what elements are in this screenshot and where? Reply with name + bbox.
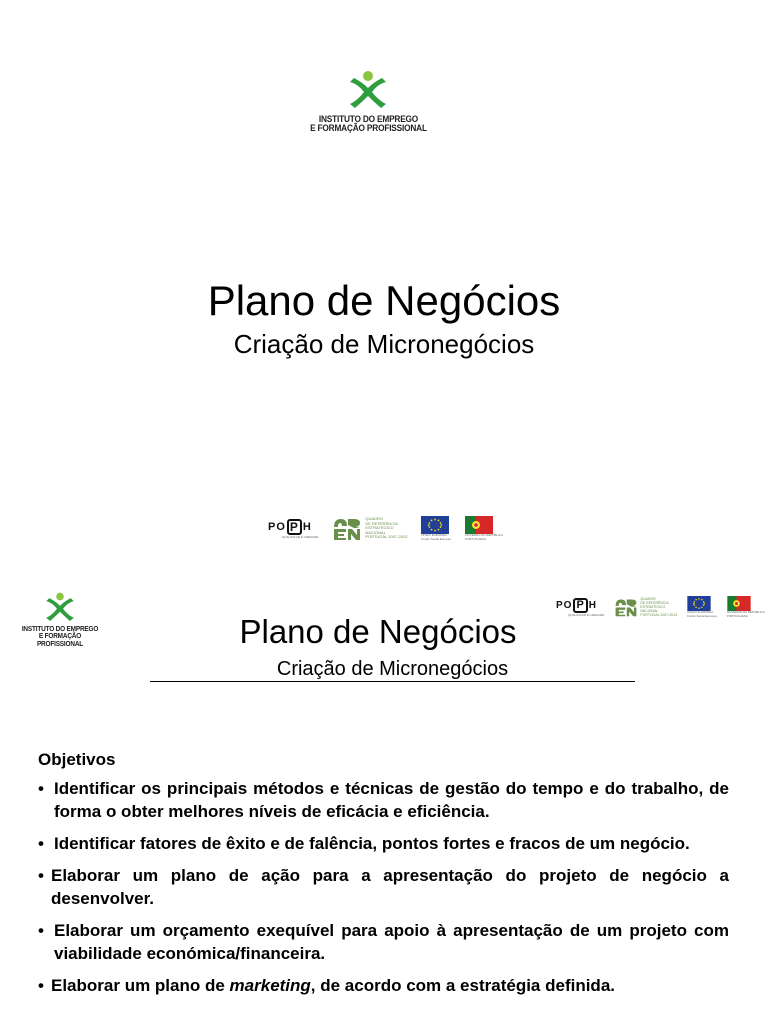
qren-text-line: QUADRO bbox=[640, 597, 656, 602]
iefp-logo bbox=[300, 70, 436, 134]
eu-flag-block bbox=[421, 516, 451, 541]
poph-box: P bbox=[287, 519, 302, 535]
poph-left: PO bbox=[556, 599, 573, 611]
bullet: • bbox=[38, 976, 44, 995]
qren-text-line: PORTUGAL 2007-2013 bbox=[640, 613, 678, 618]
list-item bbox=[38, 974, 729, 997]
objective-text: Elaborar um orçamento exequível para apoio à apresentação de um projeto com viabilidade económica/financeira. bbox=[54, 921, 729, 963]
qren-text-line: PORTUGAL 2007-2013 bbox=[365, 534, 408, 540]
objective-text: Elaborar um plano de ação para a apresentação do projeto de negócio a desenvolver. bbox=[51, 866, 729, 908]
qren-text bbox=[365, 517, 407, 540]
poph-box: P bbox=[573, 598, 587, 613]
poph-left: PO bbox=[268, 520, 286, 533]
slide-title: Plano de Negócios bbox=[207, 277, 561, 324]
list-item bbox=[38, 864, 729, 910]
eu-caption-line: Fundo Social Europeu bbox=[687, 613, 717, 618]
pt-caption-line: GOVERNO DA REPÚBLICA bbox=[465, 533, 504, 537]
eu-caption-line: Fundo Social Europeu bbox=[421, 536, 452, 541]
pt-flag-icon bbox=[465, 516, 493, 534]
poph-right: H bbox=[302, 520, 312, 533]
objective-text-before: Elaborar um plano de bbox=[51, 976, 230, 995]
objectives-heading: Objetivos bbox=[38, 750, 116, 769]
qren-text-line: NACIONAL bbox=[365, 529, 386, 535]
pt-caption-line: GOVERNO DA REPÚBLICA bbox=[726, 610, 765, 614]
bullet: • bbox=[38, 866, 44, 885]
funding-logos bbox=[268, 516, 503, 541]
list-item bbox=[38, 777, 729, 823]
objective-text: Identificar fatores de êxito e de falência, pontos fortes e fracos de um negócio. bbox=[54, 834, 690, 853]
poph-right: H bbox=[588, 599, 598, 611]
slide-title: Plano de Negócios bbox=[239, 613, 517, 650]
poph-tagline: QUALIFICAR É CRESCER bbox=[568, 612, 605, 617]
slide-subtitle: Criação de Micronegócios bbox=[150, 657, 635, 682]
bullet: • bbox=[38, 779, 44, 798]
pt-flag-block bbox=[465, 516, 503, 541]
eu-caption bbox=[421, 534, 451, 541]
qren-text-line: NACIONAL bbox=[640, 609, 659, 614]
list-item bbox=[38, 919, 729, 965]
iefp-logo-line2: E FORMAÇÃO PROFISSIONAL bbox=[36, 633, 84, 648]
pt-flag-icon bbox=[727, 596, 751, 611]
poph-logo bbox=[268, 519, 318, 539]
eu-flag-icon bbox=[421, 516, 449, 534]
pt-caption bbox=[465, 534, 503, 541]
eu-caption-line: UNIÃO EUROPEIA bbox=[421, 533, 448, 537]
slide-subtitle: Criação de Micronegócios bbox=[233, 329, 535, 359]
pt-caption-line: PORTUGUESA bbox=[726, 613, 748, 618]
qren-emblem-icon bbox=[332, 517, 362, 541]
iefp-emblem-icon bbox=[346, 70, 390, 112]
qren-text-line: DE REFERÊNCIA bbox=[640, 601, 669, 606]
objectives-list bbox=[38, 748, 729, 1006]
qren-text-line: ESTRATÉGICO bbox=[365, 525, 394, 531]
qren-text-line: QUADRO bbox=[365, 516, 383, 522]
eu-flag-icon bbox=[687, 596, 711, 611]
objective-text-emphasis: marketing bbox=[229, 976, 311, 995]
eu-caption-line: UNIÃO EUROPEIA bbox=[687, 610, 713, 614]
iefp-logo-text bbox=[310, 115, 427, 134]
list-item bbox=[38, 832, 729, 855]
qren-logo bbox=[332, 517, 407, 541]
qren-text-line: ESTRATÉGICO bbox=[640, 605, 666, 610]
iefp-logo-line1: INSTITUTO DO EMPREGO bbox=[21, 626, 99, 633]
qren-text-line: DE REFERÊNCIA bbox=[365, 520, 398, 526]
bullet: • bbox=[38, 921, 44, 940]
pt-caption-line: PORTUGUESA bbox=[465, 536, 487, 541]
objective-text: Identificar os principais métodos e técnicas de gestão do tempo e do trabalho, de forma o obter melhores níveis de eficácia e eficiência. bbox=[54, 779, 729, 821]
objectives-slide bbox=[0, 576, 768, 1024]
objective-text bbox=[51, 974, 729, 997]
objective-text-after: , de acordo com a estratégia definida. bbox=[310, 976, 615, 995]
iefp-logo-line1: INSTITUTO DO EMPREGO bbox=[318, 114, 418, 124]
poph-tagline: QUALIFICAR É CRESCER bbox=[282, 534, 319, 539]
iefp-logo-line2: E FORMAÇÃO PROFISSIONAL bbox=[309, 123, 427, 134]
bullet: • bbox=[38, 834, 44, 853]
